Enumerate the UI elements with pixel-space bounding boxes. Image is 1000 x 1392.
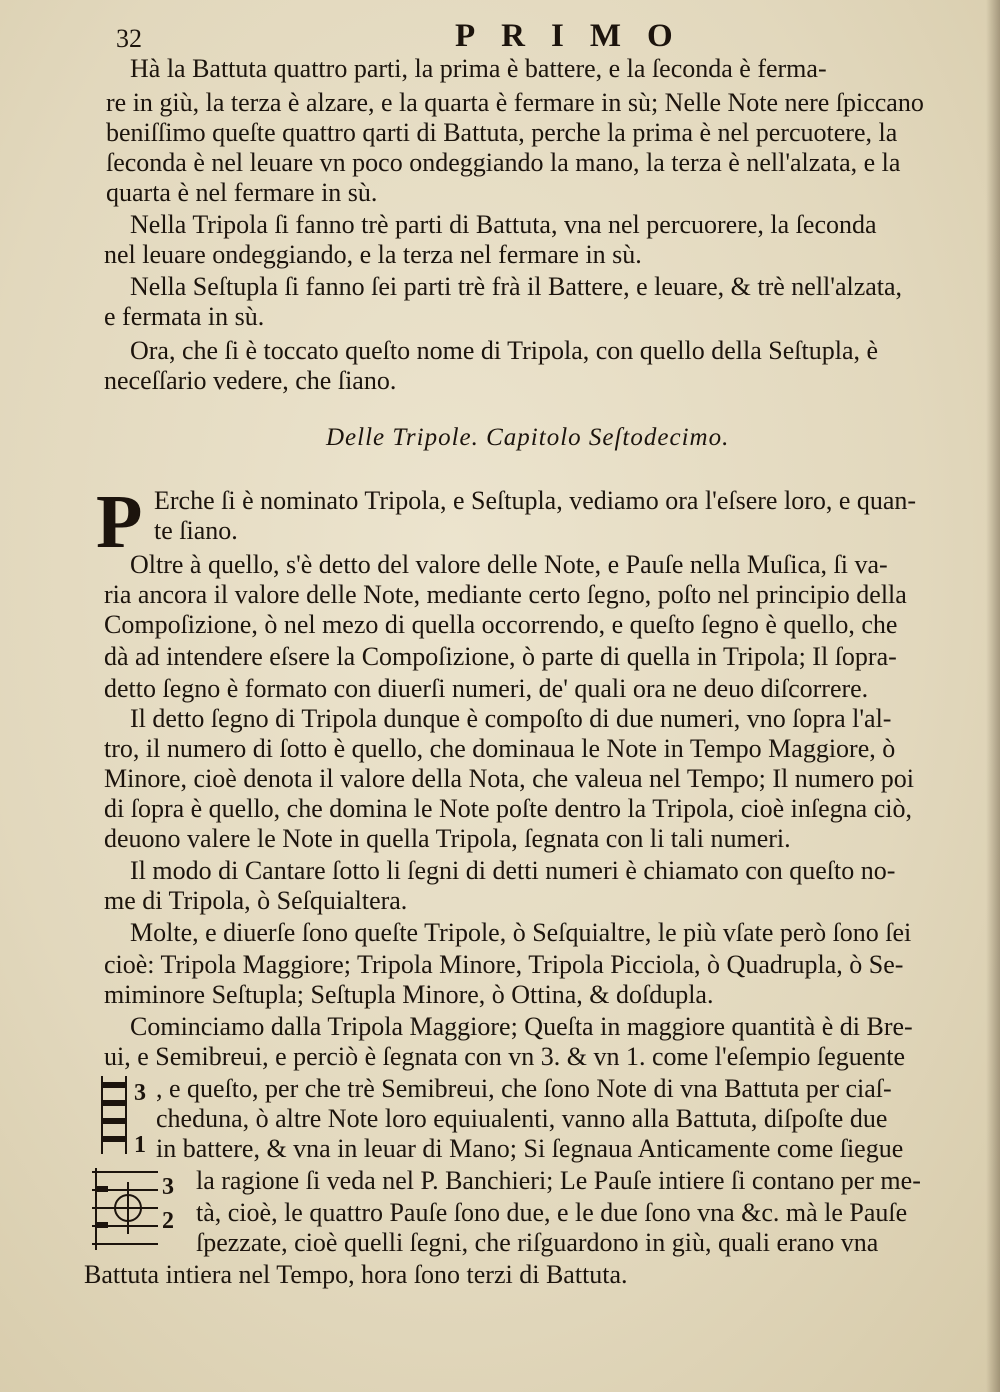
text-line: quarta è nel fermare in sù.	[106, 178, 378, 207]
text-line: di ſopra è quello, che domina le Note poſte dentro la Tripola, cioè inſegna ciò,	[104, 794, 912, 823]
text-line: detto ſegno è formato con diuerſi numeri, de' quali ora ne deuo diſcorrere.	[104, 674, 869, 703]
text-line: in battere, & vna in leuar di Mano; Si ſegnaua Anticamente come ſiegue	[156, 1134, 904, 1163]
text-line: re in giù, la terza è alzare, e la quarta è fermare in sù; Nelle Note nere ſpiccano	[106, 88, 924, 117]
page-header	[0, 18, 1000, 58]
text-line: cioè: Tripola Maggiore; Tripola Minore, Tripola Picciola, ò Quadrupla, ò Se-	[104, 950, 904, 979]
tripola-antica-sign	[88, 1162, 188, 1258]
text-line: Erche ſi è nominato Tripola, e Seſtupla, vediamo ora l'eſsere loro, e quan-	[154, 486, 917, 515]
text-line: Il detto ſegno di Tripola dunque è compoſto di due numeri, vno ſopra l'al-	[130, 704, 892, 733]
text-line: Cominciamo dalla Tripola Maggiore; Queſta in maggiore quantità è di Bre-	[130, 1012, 913, 1041]
text-line: Nella Seſtupla ſi fanno ſei parti trè frà il Battere, e leuare, & trè nell'alzata,	[130, 272, 903, 301]
text-line: e fermata in sù.	[104, 302, 265, 331]
text-line: Compoſizione, ò nel mezo di quella occorrendo, e queſto ſegno è quello, che	[104, 610, 898, 639]
text-line: ria ancora il valore delle Note, mediante certo ſegno, poſto nel principio della	[104, 580, 907, 609]
text-line: beniſſimo queſte quattro qarti di Battuta, perche la prima è nel percuotere, la	[106, 118, 898, 147]
page-number: 32	[116, 24, 142, 53]
text-line: Nella Tripola ſi fanno trè parti di Battuta, vna nel percuorere, la ſeconda	[130, 210, 877, 239]
text-line: me di Tripola, ò Seſquialtera.	[104, 886, 408, 915]
text-line: Ora, che ſi è toccato queſto nome di Tripola, con quello della Seſtupla, è	[130, 336, 879, 365]
text-line: tro, il numero di ſotto è quello, che dominaua le Note in Tempo Maggiore, ò	[104, 734, 896, 763]
tripola-maggiore-sign	[96, 1070, 152, 1160]
text-line: ui, e Semibreui, e perciò è ſegnata con vn 3. & vn 1. come l'eſempio ſeguente	[104, 1042, 906, 1071]
text-line: neceſſario vedere, che ſiano.	[104, 366, 397, 395]
sign1-lower-number: 1	[134, 1132, 146, 1158]
text-line: miminore Seſtupla; Seſtupla Minore, ò Ottina, & doſdupla.	[104, 980, 714, 1009]
text-line: la ragione ſi veda nel P. Banchieri; Le Pauſe intiere ſi contano per me-	[196, 1166, 921, 1195]
text-line: nel leuare ondeggiando, e la terza nel fermare in sù.	[104, 240, 642, 269]
sign1-upper-number: 3	[134, 1080, 146, 1106]
text-line: ſpezzate, cioè quelli ſegni, che riſguardono in giù, quali erano vna	[196, 1228, 879, 1257]
sign2-upper-number: 3	[162, 1174, 174, 1200]
running-head: PRIMO	[455, 18, 699, 54]
text-line: ſeconda è nel leuare vn poco ondeggiando la mano, la terza è nell'alzata, e la	[106, 148, 901, 177]
text-line: Hà la Battuta quattro parti, la prima è battere, e la ſeconda è ferma-	[130, 54, 827, 83]
text-line: Battuta intiera nel Tempo, hora ſono terzi di Battuta.	[84, 1260, 628, 1289]
text-line: Oltre à quello, s'è detto del valore delle Note, e Pauſe nella Muſica, ſi va-	[130, 550, 888, 579]
chapter-heading: Delle Tripole. Capitolo Seſtodecimo.	[326, 424, 730, 451]
sign2-lower-number: 2	[162, 1208, 174, 1234]
text-line: cheduna, ò altre Note loro equiualenti, vanno alla Battuta, diſpoſte due	[156, 1104, 888, 1133]
text-line: te ſiano.	[154, 516, 238, 545]
text-line: deuono valere le Note in quella Tripola, ſegnata con li tali numeri.	[104, 824, 791, 853]
page-edge-shadow	[986, 0, 1000, 1392]
text-line: dà ad intendere eſsere la Compoſizione, ò parte di quella in Tripola; Il ſopra-	[104, 642, 897, 671]
text-line: tà, cioè, le quattro Pauſe ſono due, e le due ſono vna &c. mà le Pauſe	[196, 1198, 908, 1227]
text-line: , e queſto, per che trè Semibreui, che ſono Note di vna Battuta per ciaſ-	[156, 1074, 892, 1103]
text-line: Minore, cioè denota il valore della Nota, che valeua nel Tempo; Il numero poi	[104, 764, 914, 793]
text-line: Il modo di Cantare ſotto li ſegni di detti numeri è chiamato con queſto no-	[130, 856, 896, 885]
drop-cap: P	[96, 480, 143, 564]
text-line: Molte, e diuerſe ſono queſte Tripole, ò Seſquialtre, le più vſate però ſono ſei	[130, 918, 912, 947]
